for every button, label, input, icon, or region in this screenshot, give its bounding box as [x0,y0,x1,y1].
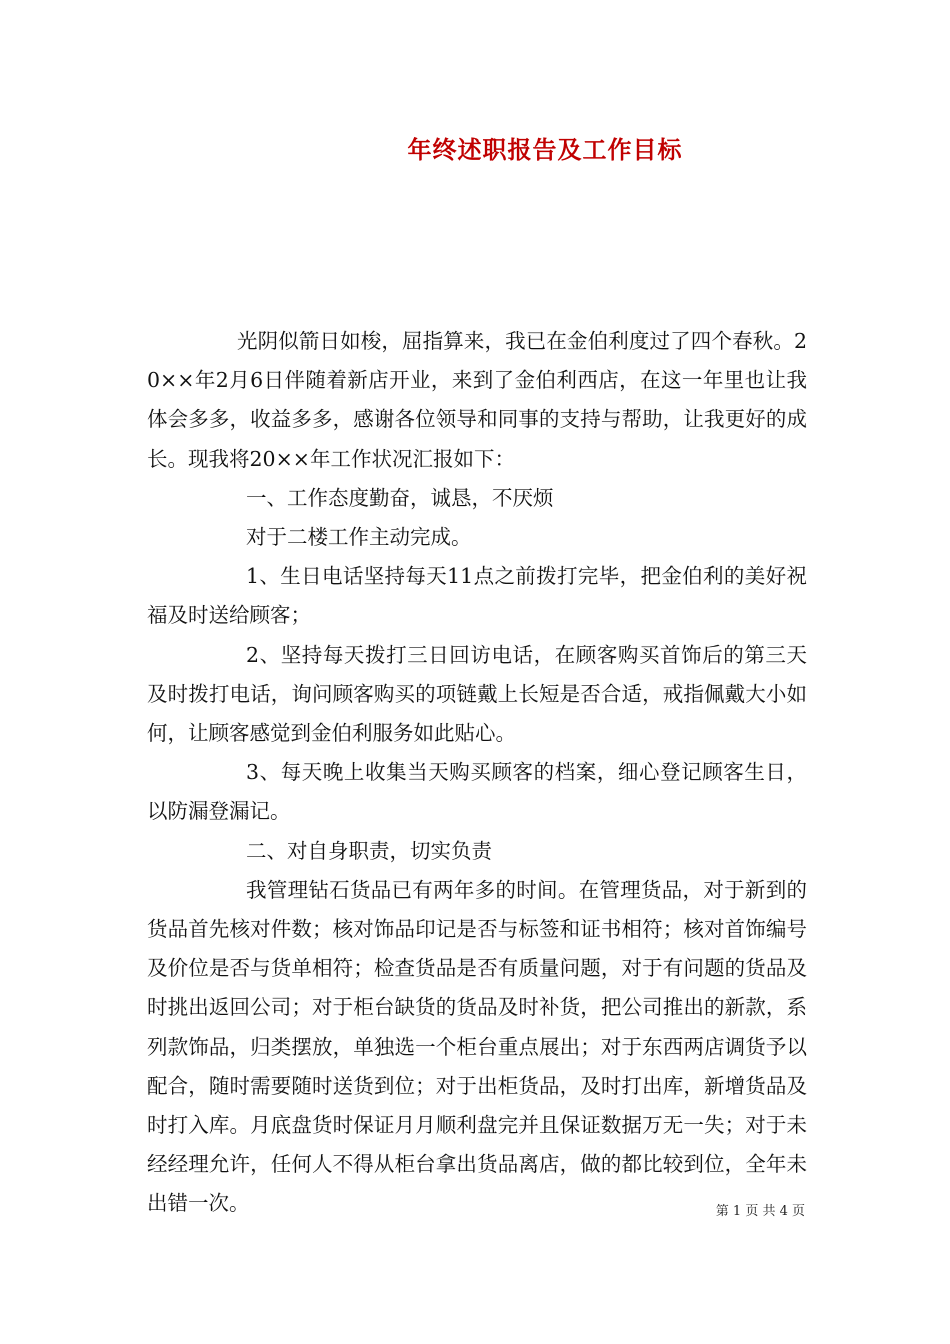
list-item-2: 2、坚持每天拨打三日回访电话，在顾客购买首饰后的第三天及时拨打电话，询问顾客购买的项链戴上长短是否合适，戒指佩戴大小如何，让顾客感觉到金伯利服务如此贴心。 [147,642,807,746]
list-item-3: 3、每天晚上收集当天购买顾客的档案，细心登记顾客生日，以防漏登漏记。 [147,760,807,824]
heading-section-1: 一、工作态度勤奋，诚恳，不厌烦 [246,485,554,510]
paragraph-inventory: 我管理钻石货品已有两年多的时间。在管理货品，对于新到的货品首先核对件数；核对饰品印记是否与标签和证书相符；核对首饰编号及价位是否与货单相符；检查货品是否有质量问题，对于有问题的货品及时挑出返回公司；对于柜台缺货的货品及时补货，把公司推出的新款，系列款饰品，归类摆放，单独选一个柜台重点展出；对于东西两店调货予以配合，随时需要随时送货到位；对于出柜货品，及时打出库，新增货品及时打入库。月底盘货时保证月月顺利盘完并且保证数据万无一失；对于未经经理允许，任何人不得从柜台拿出货品离店，做的都比较到位，全年未出错一次。 [147,877,807,1216]
list-item-1: 1、生日电话坚持每天11点之前拨打完毕，把金伯利的美好祝福及时送给顾客； [147,564,807,628]
paragraph-second-floor: 对于二楼工作主动完成。 [246,525,472,550]
document-body [147,322,807,1224]
paragraph-intro: 光阴似箭日如梭，屈指算来，我已在金伯利度过了四个春秋。20××年2月6日伴随着新店开业，来到了金伯利西店，在这一年里也让我体会多多，收益多多，感谢各位领导和同事的支持与帮助，让我更好的成长。现我将20××年工作状况汇报如下： [147,329,807,471]
heading-section-2: 二、对自身职责，切实负责 [246,838,492,863]
page-title: 年终述职报告及工作目标 [407,135,683,164]
page-footer: 第 1 页 共 4 页 [715,1204,805,1219]
